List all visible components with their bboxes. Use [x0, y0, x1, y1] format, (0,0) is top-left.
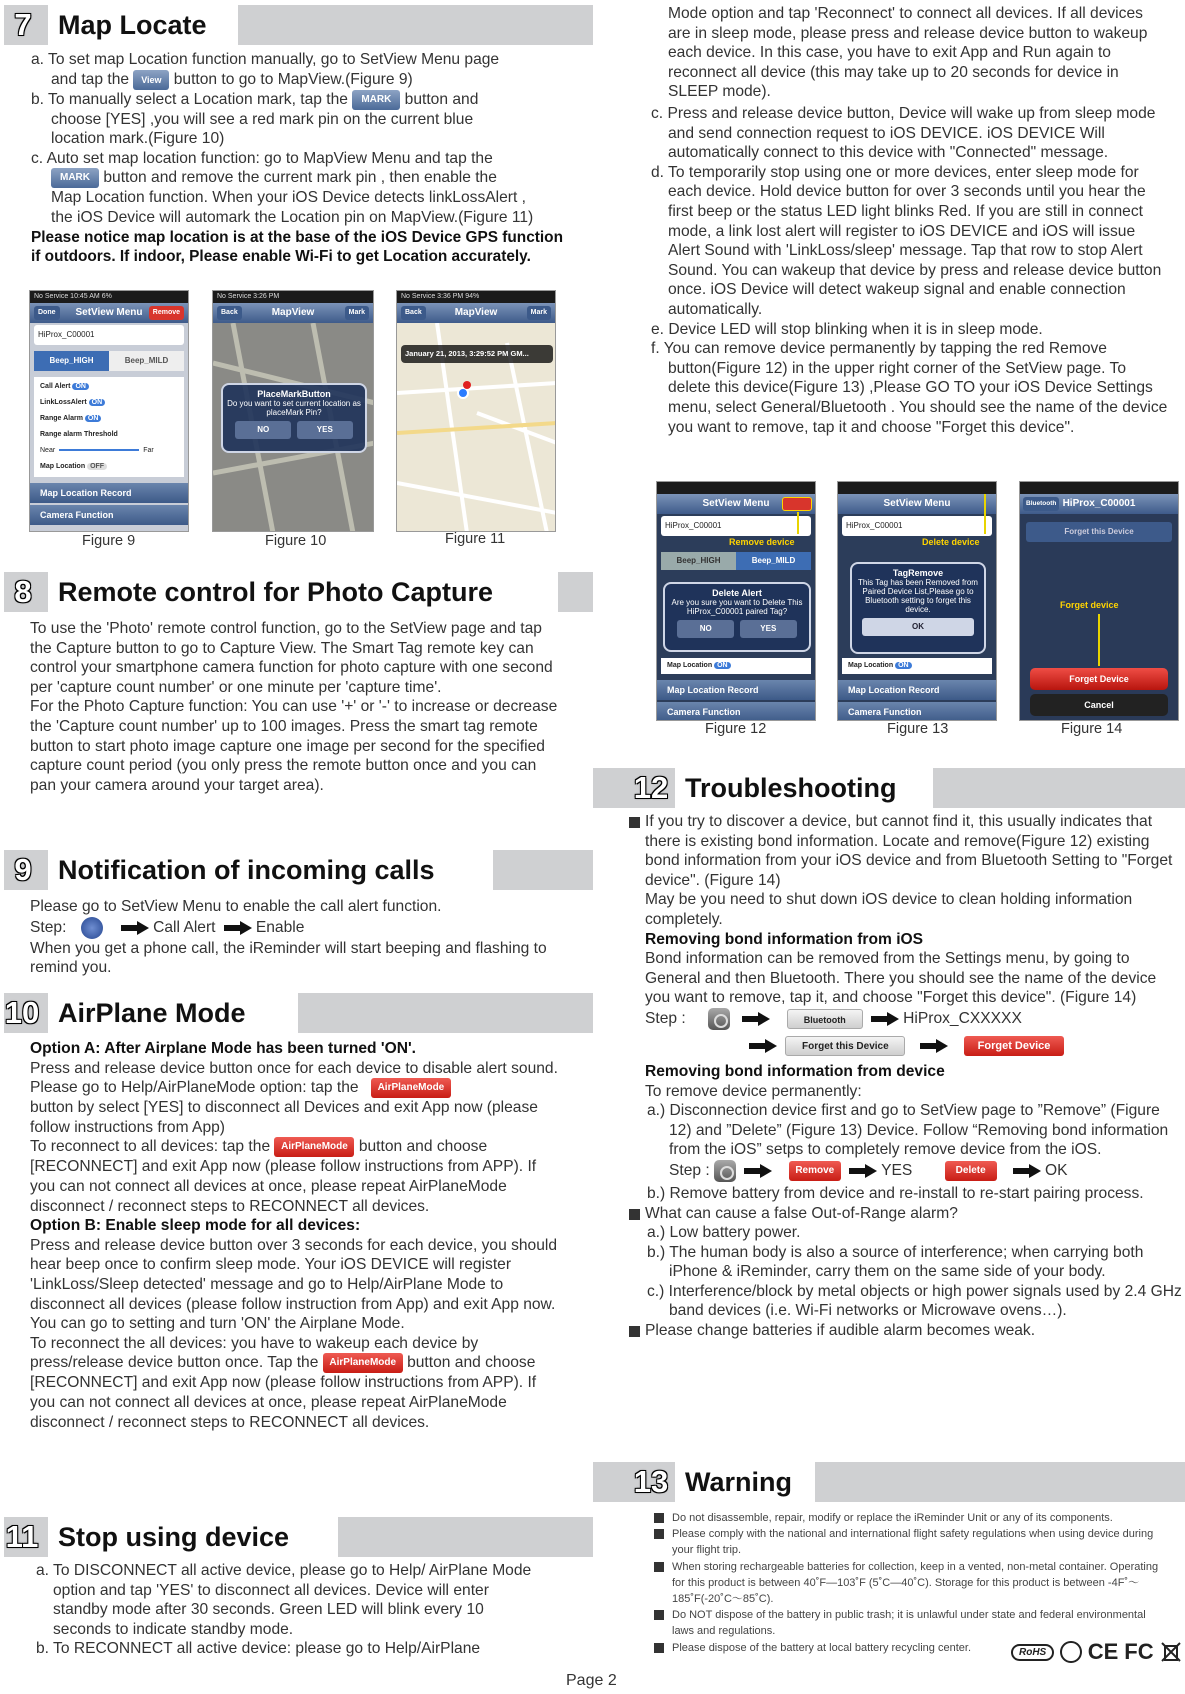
- arrow-icon: [224, 922, 252, 934]
- delete-badge: Delete: [945, 1161, 997, 1181]
- back-button: Back: [217, 306, 242, 320]
- nav-title: SetView Menu: [75, 307, 143, 318]
- step-label: Step :: [669, 1162, 710, 1180]
- paragraph: button and choose [RECONNECT] and exit App now (please follow instructions from APP). If you can not connect all devices at once, please repeat AirPlaneMode disconnect / reconnect steps to RECONNECT all devices.: [30, 1354, 537, 1431]
- settings-icon: [708, 1008, 730, 1030]
- map-location-label: Map Location: [667, 662, 713, 669]
- notice-text: Please notice map location is at the base of the iOS Device GPS function if outdoors. If indoor, Please enable Wi-Fi to get Location accurately.: [31, 228, 563, 266]
- airplanemode-button: AirPlaneMode: [323, 1353, 403, 1373]
- delete-alert-dialog: [663, 582, 811, 652]
- figure-12-caption: Figure 12: [705, 721, 767, 737]
- nav-title: MapView: [271, 307, 315, 318]
- section-number: 11: [5, 1519, 39, 1554]
- paragraph: May be you need to shut down iOS device to clean holding information completely.: [645, 891, 1133, 928]
- device-name-row: HiProx_C00001: [34, 325, 184, 345]
- paragraph: button and choose [RECONNECT] and exit App now (please follow instructions from APP). If you can not connect all devices at once, please repeat AirPlaneMode disconnect / reconnect steps to RECONNECT all devices.: [30, 1138, 537, 1215]
- answer-b: b.) The human body is also a source of interference; when carrying both iPhone & iReminder, carry them on the same side of your body.: [647, 1243, 1144, 1281]
- section-number: 12: [633, 770, 669, 805]
- dialog-message: Are you sure you want to Delete This HiProx_C00001 paired Tag?: [671, 598, 803, 616]
- nav-bar: [838, 494, 996, 514]
- figure-9-screenshot: [29, 290, 189, 532]
- status-bar: [657, 482, 815, 494]
- ok-button: OK: [862, 618, 974, 636]
- step-c-4: the iOS Device will automark the Location pin on MapView.(Figure 11): [51, 208, 534, 226]
- warning-list: [650, 1510, 1170, 1656]
- status-bar: No Service 3:26 PM: [213, 291, 373, 303]
- option-b-heading: Option B: Enable sleep mode for all devices:: [30, 1217, 361, 1235]
- stop-using-text-left: [33, 1561, 538, 1659]
- paragraph: Please go to SetView Menu to enable the call alert function.: [30, 898, 442, 915]
- map-location-record-bar: Map Location Record: [657, 680, 815, 700]
- remove-button: [782, 497, 812, 511]
- dialog-title: Delete Alert: [712, 588, 762, 598]
- section-number: 13: [633, 1464, 669, 1499]
- nav-title: HiProx_C00001: [1062, 498, 1136, 509]
- nav-bar: [1020, 494, 1178, 514]
- forget-this-device-row: Forget this Device: [1026, 522, 1172, 542]
- section-10-header: [4, 993, 593, 1033]
- figure-14-caption: Figure 14: [1061, 721, 1123, 737]
- paragraph: To use the 'Photo' remote control function, go to the SetView page and tap the Capture button to go to Capture View. The Smart Tag remote key can control your smartphone camera function for photo capture with one second per 'capture count number' or one minute per 'capture time'.: [30, 620, 553, 696]
- status-bar: No Service 3:36 PM 94%: [397, 291, 555, 303]
- section-title: Remote control for Photo Capture: [48, 572, 558, 612]
- map-location-row: [661, 658, 811, 674]
- section-9-header: [4, 850, 593, 890]
- step-c: c. Press and release device button, Device will wake up from sleep mode and send connection request to iOS DEVICE. iOS DEVICE Will automatically connect to this device with "Connected" message.: [651, 105, 1156, 162]
- dialog-message: Do you want to set current location as placeMark Pin?: [227, 399, 361, 417]
- airplanemode-button: AirPlaneMode: [371, 1078, 451, 1098]
- weee-bin-icon: [1160, 1641, 1181, 1663]
- warning-item: Please comply with the national and international flight safety regulations when using device during your flight trip.: [650, 1526, 1170, 1558]
- placemark-dialog: [221, 383, 367, 453]
- status-bar: [838, 482, 996, 494]
- bullet-paragraph: What can cause a false Out-of-Range alarm?: [623, 1204, 1185, 1224]
- nav-title: SetView Menu: [883, 498, 951, 509]
- camera-function-bar: Camera Function: [30, 505, 188, 525]
- warning-item: Do NOT dispose of the battery in public trash; it is unlawful under state and federal environmental laws and regulations.: [650, 1607, 1170, 1639]
- arrow-icon: [749, 1040, 777, 1052]
- tag-remove-dialog: [850, 562, 986, 654]
- mark-button: Mark: [345, 306, 369, 320]
- tab-beep-high: Beep_HIGH: [661, 552, 736, 570]
- section-11-header: [4, 1517, 593, 1557]
- warning-item: Do not disassemble, repair, modify or replace the iReminder Unit or any of its components.: [650, 1510, 1170, 1526]
- no-button: NO: [235, 421, 291, 439]
- figure-12-screenshot: [656, 481, 816, 721]
- nav-bar: [657, 494, 815, 514]
- arrow-icon: [920, 1040, 948, 1052]
- toggle-off: OFF: [87, 463, 107, 470]
- paragraph: Press and release device button over 3 seconds for each device, you should hear beep once to confirm sleep mode. Your iOS DEVICE will register 'LinkLoss/Sleep detected' message and go to Help/AirPlane Mode to disconnect all devices (please follow instruction from App) and exit App now. You can go to setting and turn 'ON' the Airplane Mode.: [30, 1236, 558, 1333]
- range-alarm-label: Range Alarm: [40, 415, 83, 422]
- section-12-header: [593, 768, 1185, 808]
- step-a-2: and tap the: [51, 70, 130, 88]
- toggle-on: ON: [72, 383, 89, 390]
- delete-device-label: Delete device: [922, 537, 980, 547]
- done-button: Done: [34, 306, 60, 320]
- far-label: Far: [143, 447, 154, 454]
- arrow-icon: [121, 922, 149, 934]
- call-alert-text: Call Alert: [153, 918, 216, 936]
- photo-capture-text: [30, 619, 560, 795]
- forget-device-badge: Forget Device: [964, 1036, 1064, 1056]
- bullet-paragraph: Please change batteries if audible alarm becomes weak.: [623, 1321, 1185, 1341]
- toggle-on: ON: [89, 399, 106, 406]
- step-c-2: button and remove the current mark pin , then enable the: [103, 169, 497, 187]
- airplanemode-button: AirPlaneMode: [274, 1137, 354, 1157]
- paragraph: When you get a phone call, the iReminder will start beeping and flashing to remind you.: [30, 939, 547, 977]
- dialog-title: PlaceMarkButton: [257, 389, 331, 399]
- arrow-icon: [742, 1013, 770, 1025]
- threshold-label: Range alarm Threshold: [40, 431, 118, 438]
- camera-function-bar: Camera Function: [838, 702, 996, 721]
- settings-list: [34, 377, 184, 477]
- step-b: b. To RECONNECT all active device: please go to Help/AirPlane: [36, 1640, 481, 1658]
- figure-11-caption: Figure 11: [445, 531, 506, 547]
- ok-text: OK: [1045, 1162, 1068, 1180]
- section-title: AirPlane Mode: [48, 993, 298, 1033]
- step-label: Step :: [645, 1010, 686, 1028]
- warning-text: Please dispose of the battery at local battery recycling center.: [672, 1641, 971, 1654]
- camera-function-bar: Camera Function: [657, 702, 815, 721]
- callout-line: [984, 494, 986, 534]
- arrow-icon: [849, 1165, 877, 1177]
- step-label: Step:: [30, 918, 67, 936]
- nav-title: MapView: [454, 307, 498, 318]
- beep-tabs: [661, 552, 811, 570]
- beep-tabs: [34, 351, 184, 371]
- arrow-icon: [1013, 1165, 1041, 1177]
- map-locate-text: [31, 50, 596, 267]
- settings-icon: [81, 917, 103, 939]
- section-7-header: [4, 5, 593, 45]
- section-title: Notification of incoming calls: [48, 850, 493, 890]
- section-number: 7: [14, 7, 32, 42]
- remove-badge: Remove: [789, 1161, 841, 1181]
- nav-title: SetView Menu: [702, 498, 770, 509]
- toggle-on: ON: [714, 662, 731, 669]
- paragraph: To remove device permanently:: [645, 1082, 862, 1100]
- dialog-message: This Tag has been Removed from Paired Device List,Please go to Bluetooth setting to forget this device.: [858, 578, 978, 614]
- section-title: Troubleshooting: [675, 768, 933, 808]
- step-c-3: Map Location function. When your iOS Device detects linkLossAlert ,: [51, 189, 526, 207]
- forget-this-device-badge: Forget this Device: [785, 1036, 905, 1056]
- paragraph: button by select [YES] to disconnect all Devices and exit App now (please follow instructions from App): [30, 1099, 538, 1136]
- stop-using-text-right: [648, 4, 1163, 102]
- mark-button: MARK: [352, 90, 400, 110]
- step-b: b. To manually select a Location mark, tap the: [31, 90, 348, 108]
- toggle-on: ON: [85, 415, 102, 422]
- subheading: Removing bond information from device: [645, 1062, 945, 1080]
- view-button: View: [133, 70, 169, 90]
- bullet-paragraph: If you try to discover a device, but cannot find it, this usually indicates that there is existing bond information. Locate and remove(Figure 12) existing bond information from your iOS device and from Bluetooth Setting to "Forget device". (Figure 14): [623, 812, 1185, 890]
- figure-11-screenshot: [396, 290, 556, 532]
- device-name-text: HiProx_CXXXXX: [903, 1010, 1022, 1028]
- nav-bar: [30, 303, 188, 323]
- step-b-3: choose [YES] ,you will see a red mark pin on the current blue: [51, 110, 474, 128]
- figure-13-screenshot: [837, 481, 997, 721]
- device-name-row: HiProx_C00001: [661, 516, 811, 536]
- nav-bar: [213, 303, 373, 323]
- step-b-4: location mark.(Figure 10): [51, 130, 225, 148]
- ce-logo: CE: [1087, 1639, 1119, 1664]
- remove-button: Remove: [149, 306, 184, 320]
- nav-bar: [397, 303, 555, 323]
- section-number: 8: [14, 574, 32, 609]
- near-label: Near: [40, 447, 56, 454]
- certification-logos: [1011, 1640, 1181, 1664]
- tab-beep-mild: Beep_MILD: [109, 351, 184, 371]
- pin-callout: January 21, 2013, 3:29:52 PM GM...: [401, 345, 553, 363]
- callout-line: [797, 512, 799, 534]
- mark-button: Mark: [527, 306, 551, 320]
- step-a: a. To DISCONNECT all active device, please go to Help/ AirPlane Mode option and tap 'YES' to disconnect all devices. Device will enter standby mode after 30 seconds. Green LED will blink every 10 seconds to indicate standby mode.: [36, 1562, 532, 1638]
- cancel-button: Cancel: [1030, 694, 1168, 716]
- section-number: 9: [14, 852, 32, 887]
- section-13-header: [593, 1462, 1185, 1502]
- enable-text: Enable: [255, 918, 305, 936]
- airplane-mode-text: [30, 1039, 560, 1432]
- section-8-header: [4, 572, 593, 612]
- yes-button: YES: [740, 620, 797, 638]
- fc-logo: FC: [1124, 1639, 1154, 1664]
- option-a-heading: Option A: After Airplane Mode has been turned 'ON'.: [30, 1040, 417, 1057]
- callout-line: [1098, 614, 1100, 666]
- figure-13-caption: Figure 13: [887, 721, 949, 737]
- map-location-label: Map Location: [848, 662, 894, 669]
- status-bar: [1020, 482, 1178, 494]
- recycle-icon: [1060, 1641, 1082, 1663]
- arrow-icon: [744, 1165, 772, 1177]
- yes-button: YES: [297, 421, 353, 439]
- back-button: Bluetooth: [1023, 497, 1059, 511]
- warning-item: When storing rechargeable batteries for collection, keep in a vented, non-metal container. Operating for this product is between 40˚F—103˚F (5˚C—40˚C). Storage for this product is between -4F˚～185˚F(-20˚C～85˚C).: [650, 1559, 1170, 1608]
- step-b-continued: Mode option and tap 'Reconnect' to connect all devices. If all devices are in sleep mode, please press and release device button to wakeup each device. In this case, you have to exit App and Run again to reconnect all device (this may take up to 20 seconds for device in SLEEP mode).: [668, 5, 1148, 101]
- step-a-3: button to go to MapView.(Figure 9): [173, 70, 413, 88]
- bluetooth-badge: Bluetooth: [787, 1009, 863, 1029]
- answer-a: a.) Low battery power.: [647, 1224, 801, 1242]
- figure-10-caption: Figure 10: [265, 533, 327, 549]
- step-a: a.) Disconnection device first and go to SetView page to ”Remove” (Figure 12) and ”Delete” (Figure 13) Device. Follow “Removing bond information from the iOS” setps to completely remove device from the iOS.: [647, 1102, 1169, 1159]
- remove-device-label: Remove device: [729, 537, 795, 547]
- device-name-row: HiProx_C00001: [842, 516, 992, 536]
- step-a: a. To set map Location function manually, go to SetView Menu page: [31, 51, 500, 68]
- figure-14-screenshot: [1019, 481, 1179, 721]
- step-f: f. You can remove device permanently by tapping the red Remove button(Figure 12) in the upper right corner of the SetView page. To delete this device(Figure 13) ,Please GO TO your iOS Device Settings menu, select General/Bluetooth . You should see the name of the device you want to remove, tap it and choose "Forget this device".: [651, 340, 1168, 436]
- app-icon: [714, 1160, 736, 1182]
- incoming-calls-text: [30, 897, 560, 978]
- map-location-record-bar: Map Location Record: [30, 483, 188, 503]
- status-bar: No Service 10:45 AM 6%: [30, 291, 188, 303]
- arrow-icon: [871, 1013, 899, 1025]
- figure-10-screenshot: [212, 290, 374, 532]
- section-title: Warning: [675, 1462, 815, 1502]
- subheading: Removing bond information from iOS: [645, 930, 924, 948]
- paragraph: Bond information can be removed from the Settings menu, by going to General and then Bluetooth. There you should see the name of the device you want to remove, tap it, and choose "Forget this device". (Figure 14): [645, 950, 1157, 1007]
- troubleshooting-text: [645, 812, 1185, 1341]
- no-button: NO: [677, 620, 734, 638]
- back-button: Back: [401, 306, 426, 320]
- step-b-2: button and: [404, 90, 479, 108]
- stop-using-steps: [648, 104, 1170, 437]
- step-e: e. Device LED will stop blinking when it is in sleep mode.: [651, 320, 1043, 338]
- figure-9-caption: Figure 9: [82, 533, 136, 549]
- section-number: 10: [4, 995, 40, 1030]
- map-location-label: Map Location: [40, 463, 86, 470]
- forget-device-label: Forget device: [1060, 600, 1119, 610]
- paragraph: To reconnect to all devices: tap the: [30, 1138, 271, 1156]
- page-number: Page 2: [566, 1672, 617, 1689]
- rohs-logo: RoHS: [1011, 1644, 1054, 1661]
- tab-beep-high: Beep_HIGH: [34, 351, 109, 371]
- paragraph: For the Photo Capture function: You can use '+' or '-' to increase or decrease the 'Capture count number' up to 100 images. Press the smart tag remote button to start photo image capture one image per second for the specified capture count period (you only press the remote button once and you can pan your camera around your target area).: [30, 698, 558, 794]
- map-location-row: [842, 658, 992, 674]
- step-d: d. To temporarily stop using one or more devices, enter sleep mode for each device. Hold device button for over 3 seconds until you hear the first beep or the status LED light blinks Red. If you are still in connect mode, a link lost alert will register to iOS DEVICE and iOS will issue Alert Sound with 'LinkLoss/sleep' message. Tap that row to stop Alert Sound. You can wakeup that device by press and release device button once. iOS Device will detect wakeup signal and enable connection automatically.: [651, 163, 1162, 318]
- toggle-on: ON: [895, 662, 912, 669]
- mark-button: MARK: [51, 168, 99, 188]
- call-alert-label: Call Alert: [40, 383, 71, 390]
- paragraph: To reconnect the all devices: you have to wakeup each device by press/release device button once. Tap the: [30, 1334, 479, 1372]
- yes-text: YES: [881, 1162, 913, 1180]
- forget-device-button: Forget Device: [1030, 668, 1168, 690]
- paragraph: Press and release device button once for each device to disable alert sound. Please go to Help/AirPlaneMode option: tap the: [30, 1059, 558, 1097]
- dialog-title: TagRemove: [892, 568, 944, 578]
- step-b: b.) Remove battery from device and re-install to re-start pairing process.: [647, 1184, 1144, 1202]
- section-title: Map Locate: [48, 5, 238, 45]
- answer-c: c.) Interference/block by metal objects or high power signals used by 2.4 GHz band devices (i.e. Wi-Fi networks or Microwave ovens…).: [647, 1282, 1182, 1320]
- linkloss-label: LinkLossAlert: [40, 399, 87, 406]
- step-c: c. Auto set map location function: go to MapView Menu and tap the: [31, 149, 493, 167]
- section-title: Stop using device: [48, 1517, 338, 1557]
- map-location-record-bar: Map Location Record: [838, 680, 996, 700]
- tab-beep-mild: Beep_MILD: [736, 552, 811, 570]
